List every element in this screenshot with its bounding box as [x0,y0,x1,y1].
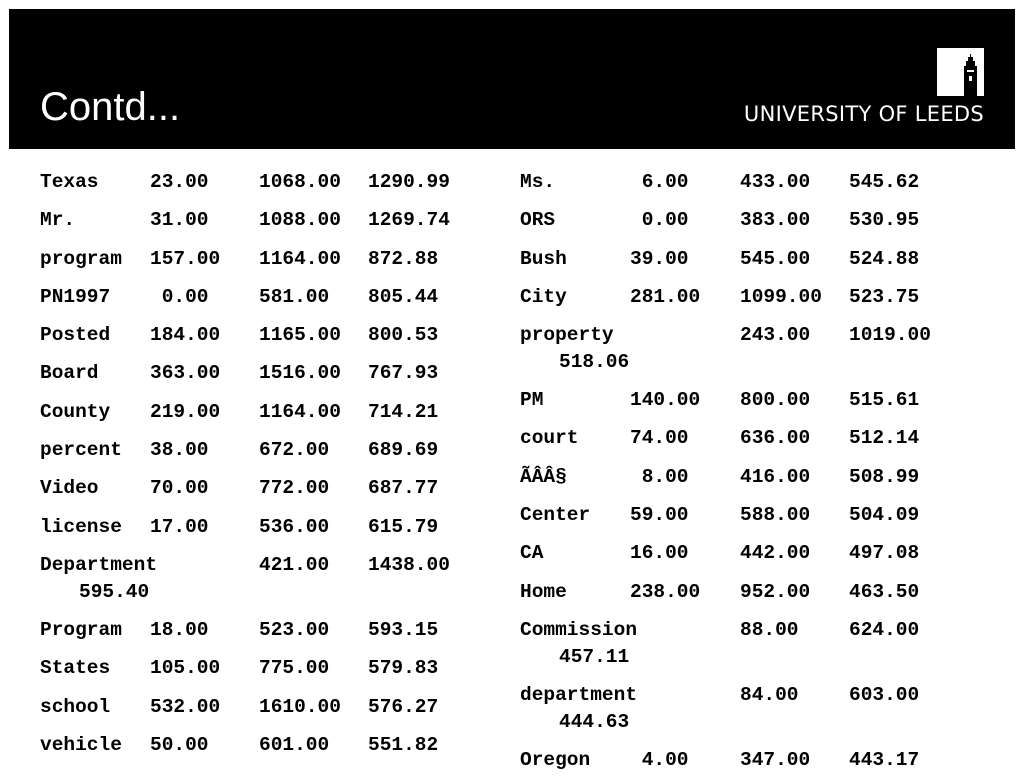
table-row [40,397,510,435]
table-row [520,244,1000,282]
table-row [40,512,510,550]
table-row [520,577,1000,615]
term-cell: Oregon [520,748,591,771]
value-a-cell: 38.00 [150,439,209,462]
term-cell: Bush [520,247,567,270]
value-b-cell: 383.00 [740,209,811,232]
value-b-cell: 772.00 [259,477,330,500]
value-b-cell: 442.00 [740,542,811,565]
table-row [520,320,1000,385]
table-row [40,167,510,205]
value-c-cell: 463.50 [849,580,920,603]
term-cell: Center [520,504,591,527]
term-cell: County [40,400,111,423]
value-a-cell: 363.00 [150,362,221,385]
value-c-cell: 515.61 [849,389,920,412]
value-c-cell: 687.77 [368,477,439,500]
value-c-cell: 1269.74 [368,209,450,232]
value-c-cell: 1290.99 [368,171,450,193]
table-row [520,385,1000,423]
table-row [40,615,510,653]
term-cell: court [520,427,579,450]
value-c-cell: 504.09 [849,504,920,527]
value-a-cell: 16.00 [630,542,689,565]
value-b-cell: 545.00 [740,247,811,270]
term-cell: PM [520,389,544,412]
value-a-cell: 105.00 [150,657,221,680]
table-row [520,615,1000,680]
table-row [40,358,510,396]
term-cell: Posted [40,324,111,347]
term-cell: States [40,657,111,680]
term-cell: City [520,285,567,308]
value-b-cell: 1610.00 [259,695,341,718]
value-c-cell: 579.83 [368,657,439,680]
table-row [40,473,510,511]
value-c-cell: 603.00 [849,683,920,706]
value-b-cell: 1068.00 [259,171,341,193]
term-cell: vehicle [40,733,122,756]
value-b-cell: 536.00 [259,515,330,538]
value-b-cell: 775.00 [259,657,330,680]
term-cell: Board [40,362,99,385]
value-a-cell: 0.00 [150,285,209,308]
table-row [520,282,1000,320]
value-b-cell: 421.00 [259,553,330,576]
term-cell: Video [40,477,99,500]
term-cell: Commission [520,618,638,641]
value-c-cell: 872.88 [368,247,439,270]
value-c-cell: 800.53 [368,324,439,347]
value-a-cell: 6.00 [630,171,689,193]
value-a-cell: 74.00 [630,427,689,450]
value-a-cell: 31.00 [150,209,209,232]
value-b-cell: 1516.00 [259,362,341,385]
value-a-cell: 4.00 [630,748,689,771]
table-row [40,282,510,320]
table-row [40,205,510,243]
term-cell: PN1997 [40,285,111,308]
value-a-cell: 157.00 [150,247,221,270]
value-c-cell: 545.62 [849,171,920,193]
value-a-cell: 184.00 [150,324,221,347]
value-a-cell: 8.00 [630,465,689,488]
term-cell: Mr. [40,209,76,232]
value-c-cell: 576.27 [368,695,439,718]
table-row [40,435,510,473]
right-term-table [520,167,1000,783]
value-c-cell: 523.75 [849,285,920,308]
value-c-cell: 508.99 [849,465,920,488]
value-c-cell: 1438.00 [368,553,450,576]
table-row [40,653,510,691]
term-cell: department [520,683,638,706]
value-c-cell: 714.21 [368,400,439,423]
term-cell: Program [40,618,122,641]
term-cell: Texas [40,171,99,193]
value-c-cell: 593.15 [368,618,439,641]
value-b-cell: 636.00 [740,427,811,450]
value-c-cell: 805.44 [368,285,439,308]
wrapped-value-cell: 595.40 [79,580,150,603]
value-c-cell: 497.08 [849,542,920,565]
value-a-cell: 238.00 [630,580,701,603]
slide-header [9,9,1015,149]
value-a-cell: 140.00 [630,389,701,412]
table-row [520,423,1000,461]
term-cell: property [520,324,614,347]
tower-icon [937,48,984,96]
table-row [520,745,1000,783]
value-b-cell: 800.00 [740,389,811,412]
value-c-cell: 767.93 [368,362,439,385]
table-row [40,692,510,730]
value-c-cell: 524.88 [849,247,920,270]
value-b-cell: 88.00 [740,618,799,641]
value-b-cell: 1164.00 [259,247,341,270]
value-b-cell: 1164.00 [259,400,341,423]
value-b-cell: 243.00 [740,324,811,347]
value-c-cell: 530.95 [849,209,920,232]
value-a-cell: 219.00 [150,400,221,423]
wrapped-value-cell: 457.11 [559,645,630,668]
value-a-cell: 0.00 [630,209,689,232]
value-a-cell: 70.00 [150,477,209,500]
value-b-cell: 433.00 [740,171,811,193]
term-cell: school [40,695,111,718]
value-a-cell: 39.00 [630,247,689,270]
left-term-table [40,167,510,768]
table-row [520,462,1000,500]
table-row [40,244,510,282]
term-cell: percent [40,439,122,462]
value-b-cell: 523.00 [259,618,330,641]
value-b-cell: 347.00 [740,748,811,771]
value-a-cell: 17.00 [150,515,209,538]
term-cell: CA [520,542,544,565]
value-a-cell: 532.00 [150,695,221,718]
slide-title: Contd... [40,85,181,129]
value-b-cell: 672.00 [259,439,330,462]
wrapped-value-cell: 518.06 [559,351,630,374]
university-crest-icon [937,48,984,96]
value-a-cell: 23.00 [150,171,209,193]
term-cell: ORS [520,209,556,232]
wrapped-value-cell: 444.63 [559,710,630,733]
value-b-cell: 1099.00 [740,285,822,308]
table-row [520,500,1000,538]
table-row [520,680,1000,745]
value-a-cell: 59.00 [630,504,689,527]
term-cell: Home [520,580,567,603]
table-row [40,730,510,768]
value-b-cell: 1165.00 [259,324,341,347]
value-b-cell: 588.00 [740,504,811,527]
value-b-cell: 601.00 [259,733,330,756]
term-cell: Ms. [520,171,556,193]
value-c-cell: 1019.00 [849,324,931,347]
term-cell: program [40,247,122,270]
term-cell: license [40,515,122,538]
value-a-cell: 18.00 [150,618,209,641]
table-row [520,538,1000,576]
value-a-cell: 281.00 [630,285,701,308]
table-row [520,167,1000,205]
value-b-cell: 581.00 [259,285,330,308]
value-b-cell: 1088.00 [259,209,341,232]
value-c-cell: 615.79 [368,515,439,538]
table-row [520,205,1000,243]
value-b-cell: 416.00 [740,465,811,488]
value-c-cell: 551.82 [368,733,439,756]
value-c-cell: 443.17 [849,748,920,771]
value-b-cell: 84.00 [740,683,799,706]
value-a-cell: 50.00 [150,733,209,756]
value-c-cell: 512.14 [849,427,920,450]
term-cell: ÃÂÂ§ [520,465,567,488]
university-logo-text: UNIVERSITY OF LEEDS [743,102,984,126]
value-b-cell: 952.00 [740,580,811,603]
value-c-cell: 624.00 [849,618,920,641]
value-c-cell: 689.69 [368,439,439,462]
table-row [40,320,510,358]
table-row [40,550,510,615]
term-cell: Department [40,553,158,576]
